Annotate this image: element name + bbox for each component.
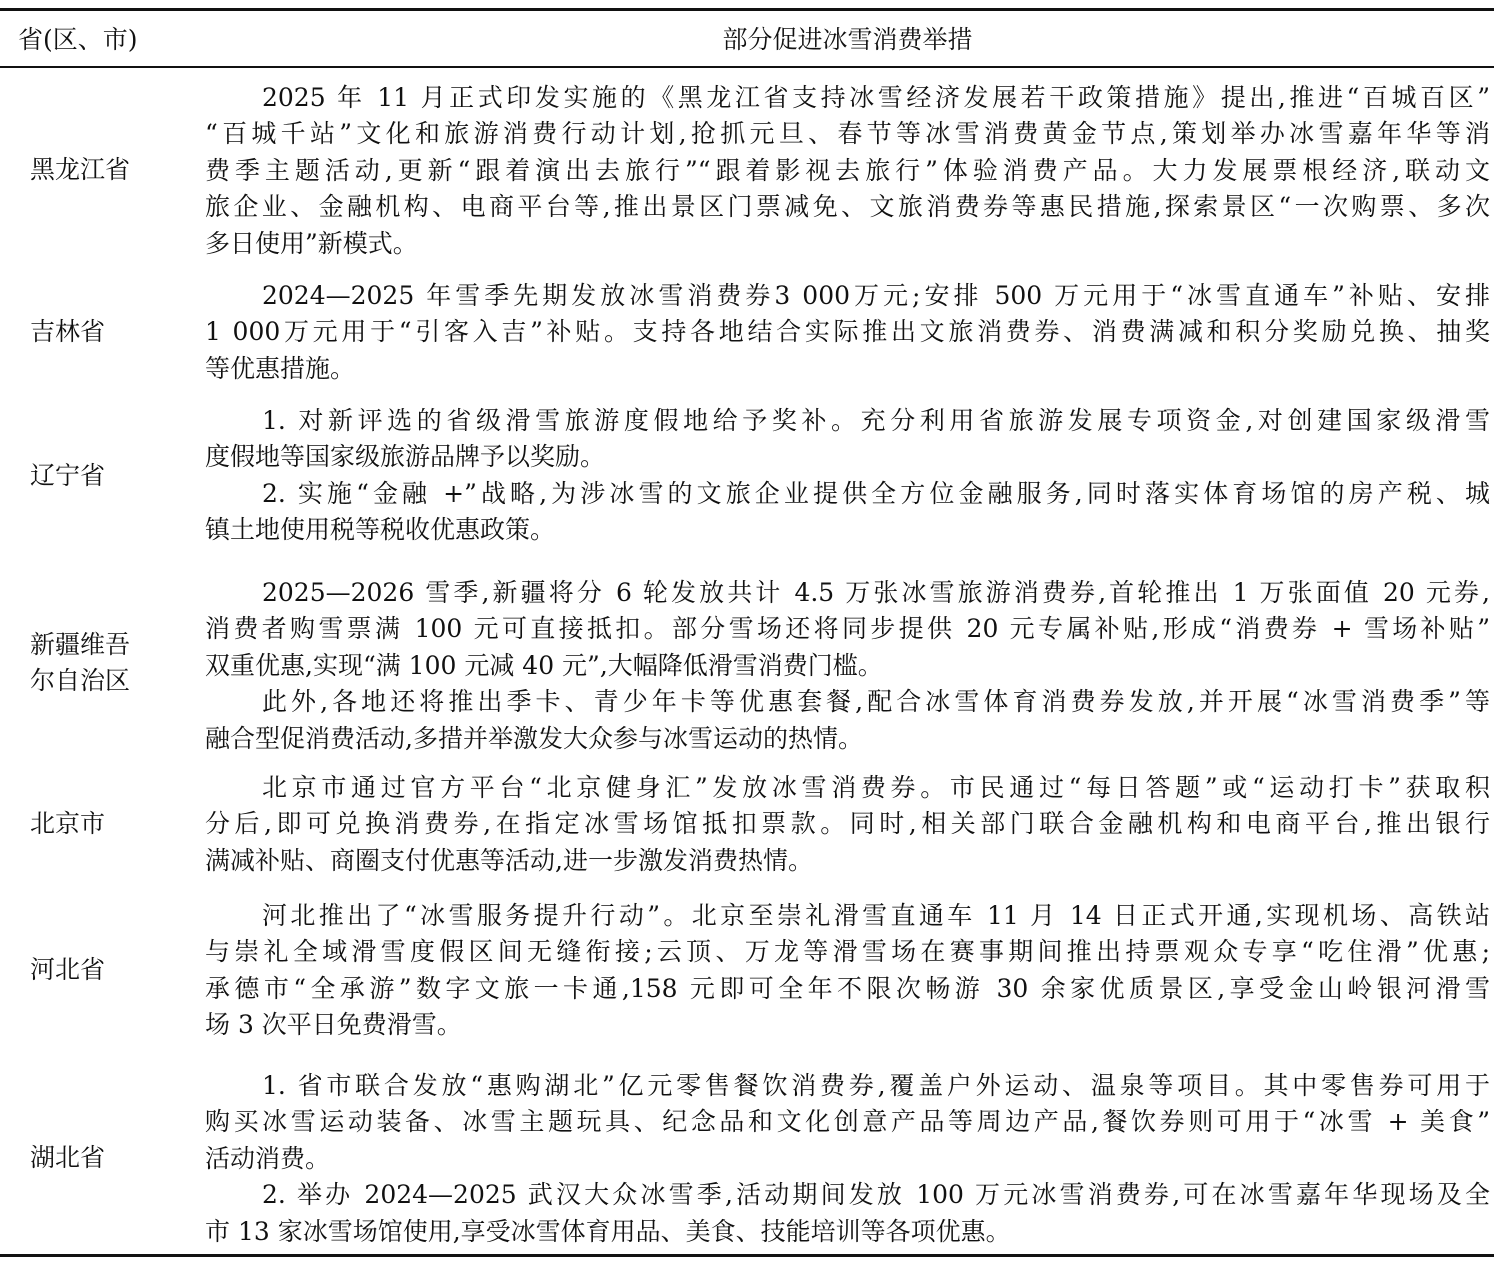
region-label: [30, 627, 180, 700]
text-line: 分后,即可兑换消费券,在指定冰雪场馆抵扣票款。同时,相关部门联合金融机构和电商平台,推出银行: [205, 809, 1490, 839]
measures-text: [205, 403, 1490, 549]
table-bottom-rule: [0, 1254, 1494, 1257]
text-line: 1. 省市联合发放“惠购湖北”亿元零售餐饮消费券,覆盖户外运动、温泉等项目。其中零售券可用于: [262, 1071, 1490, 1100]
measures-text: [205, 575, 1490, 757]
text-line: 镇土地使用税等税收优惠政策。: [205, 515, 556, 545]
text-line: 双重优惠,实现“满 100 元减 40 元”,大幅降低滑雪消费门槛。: [205, 650, 883, 680]
column-header-measures: 部分促进冰雪消费举措: [722, 25, 973, 54]
measures-text: [205, 1068, 1490, 1250]
text-line: 购买冰雪运动装备、冰雪主题玩具、纪念品和文化创意产品等周边产品,餐饮券则可用于“冰雪 + 美食”: [205, 1107, 1490, 1137]
text-line: 1. 对新评选的省级滑雪旅游度假地给予奖补。充分利用省旅游发展专项资金,对创建国家级滑雪: [262, 406, 1490, 435]
text-line: 2024—2025 年雪季先期发放冰雪消费券3 000万元;安排 500 万元用于“冰雪直通车”补贴、安排: [262, 281, 1490, 310]
text-line: 2. 实施“金融 +”战略,为涉冰雪的文旅企业提供全方位金融服务,同时落实体育场馆的房产税、城: [262, 478, 1490, 508]
measures-text: [205, 770, 1490, 879]
text-line: 承德市“全承游”数字文旅一卡通,158 元即可全年不限次畅游 30 余家优质景区,享受金山岭银河滑雪: [205, 973, 1490, 1003]
text-line: 满减补贴、商圈支付优惠等活动,进一步激发消费热情。: [205, 845, 813, 875]
text-line: 北京市通过官方平台“北京健身汇”发放冰雪消费券。市民通过“每日答题”或“运动打卡”获取积: [262, 773, 1490, 802]
region-label: 北京市: [30, 809, 106, 838]
text-line: 河北推出了“冰雪服务提升行动”。北京至崇礼滑雪直通车 11 月 14 日正式开通,实现机场、高铁站: [262, 901, 1490, 930]
region-label: 湖北省: [30, 1143, 106, 1172]
measures-text: [205, 278, 1490, 387]
text-line: 融合型促消费活动,多措并举激发大众参与冰雪运动的热情。: [205, 723, 863, 753]
text-line: 场 3 次平日免费滑雪。: [205, 1010, 462, 1040]
text-line: 2. 举办 2024—2025 武汉大众冰雪季,活动期间发放 100 万元冰雪消费券,可在冰雪嘉年华现场及全: [262, 1180, 1490, 1210]
column-header-region: 省(区、市): [18, 25, 138, 54]
header-rule: [0, 66, 1494, 68]
region-label: 黑龙江省: [30, 155, 131, 184]
text-line: 市 13 家冰雪场馆使用,享受冰雪体育用品、美食、技能培训等各项优惠。: [205, 1216, 1011, 1246]
text-line: 2025—2026 雪季,新疆将分 6 轮发放共计 4.5 万张冰雪旅游消费券,首轮推出 1 万张面值 20 元券,: [262, 578, 1490, 607]
text-line: 消费者购雪票满 100 元可直接抵扣。部分雪场还将同步提供 20 元专属补贴,形成“消费券 + 雪场补贴”: [205, 614, 1490, 644]
text-line: 与崇礼全域滑雪度假区间无缝衔接;云顶、万龙等滑雪场在赛事期间推出持票观众专享“吃住滑”优惠;: [205, 937, 1490, 967]
text-line: 等优惠措施。: [205, 353, 356, 383]
text-line: “百城千站”文化和旅游消费行动计划,抢抓元旦、春节等冰雪消费黄金节点,策划举办冰雪嘉年华等消: [205, 119, 1490, 149]
text-line: 活动消费。: [205, 1143, 331, 1173]
text-line: 旅企业、金融机构、电商平台等,推出景区门票减免、文旅消费券等惠民措施,探索景区“一次购票、多次: [205, 192, 1490, 222]
region-label: 辽宁省: [30, 461, 106, 490]
text-line: 费季主题活动,更新“跟着演出去旅行”“跟着影视去旅行”体验消费产品。大力发展票根经济,联动文: [205, 155, 1490, 185]
text-line: 多日使用”新模式。: [205, 228, 418, 258]
text-line: 度假地等国家级旅游品牌予以奖励。: [205, 442, 606, 472]
text-line: 此外,各地还将推出季卡、青少年卡等优惠套餐,配合冰雪体育消费券发放,并开展“冰雪消费季”等: [262, 687, 1490, 717]
text-line: 2025 年 11 月正式印发实施的《黑龙江省支持冰雪经济发展若干政策措施》提出,推进“百城百区”: [262, 83, 1490, 112]
region-label-line: 新疆维吾: [30, 630, 131, 659]
measures-text: [205, 898, 1490, 1044]
region-label: 河北省: [30, 955, 106, 984]
region-label-line: 尔自治区: [30, 666, 131, 696]
region-label: 吉林省: [30, 317, 106, 346]
table-top-rule: [0, 8, 1494, 11]
measures-text: [205, 80, 1490, 262]
text-line: 1 000万元用于“引客入吉”补贴。支持各地结合实际推出文旅消费券、消费满减和积分奖励兑换、抽奖: [205, 317, 1490, 347]
